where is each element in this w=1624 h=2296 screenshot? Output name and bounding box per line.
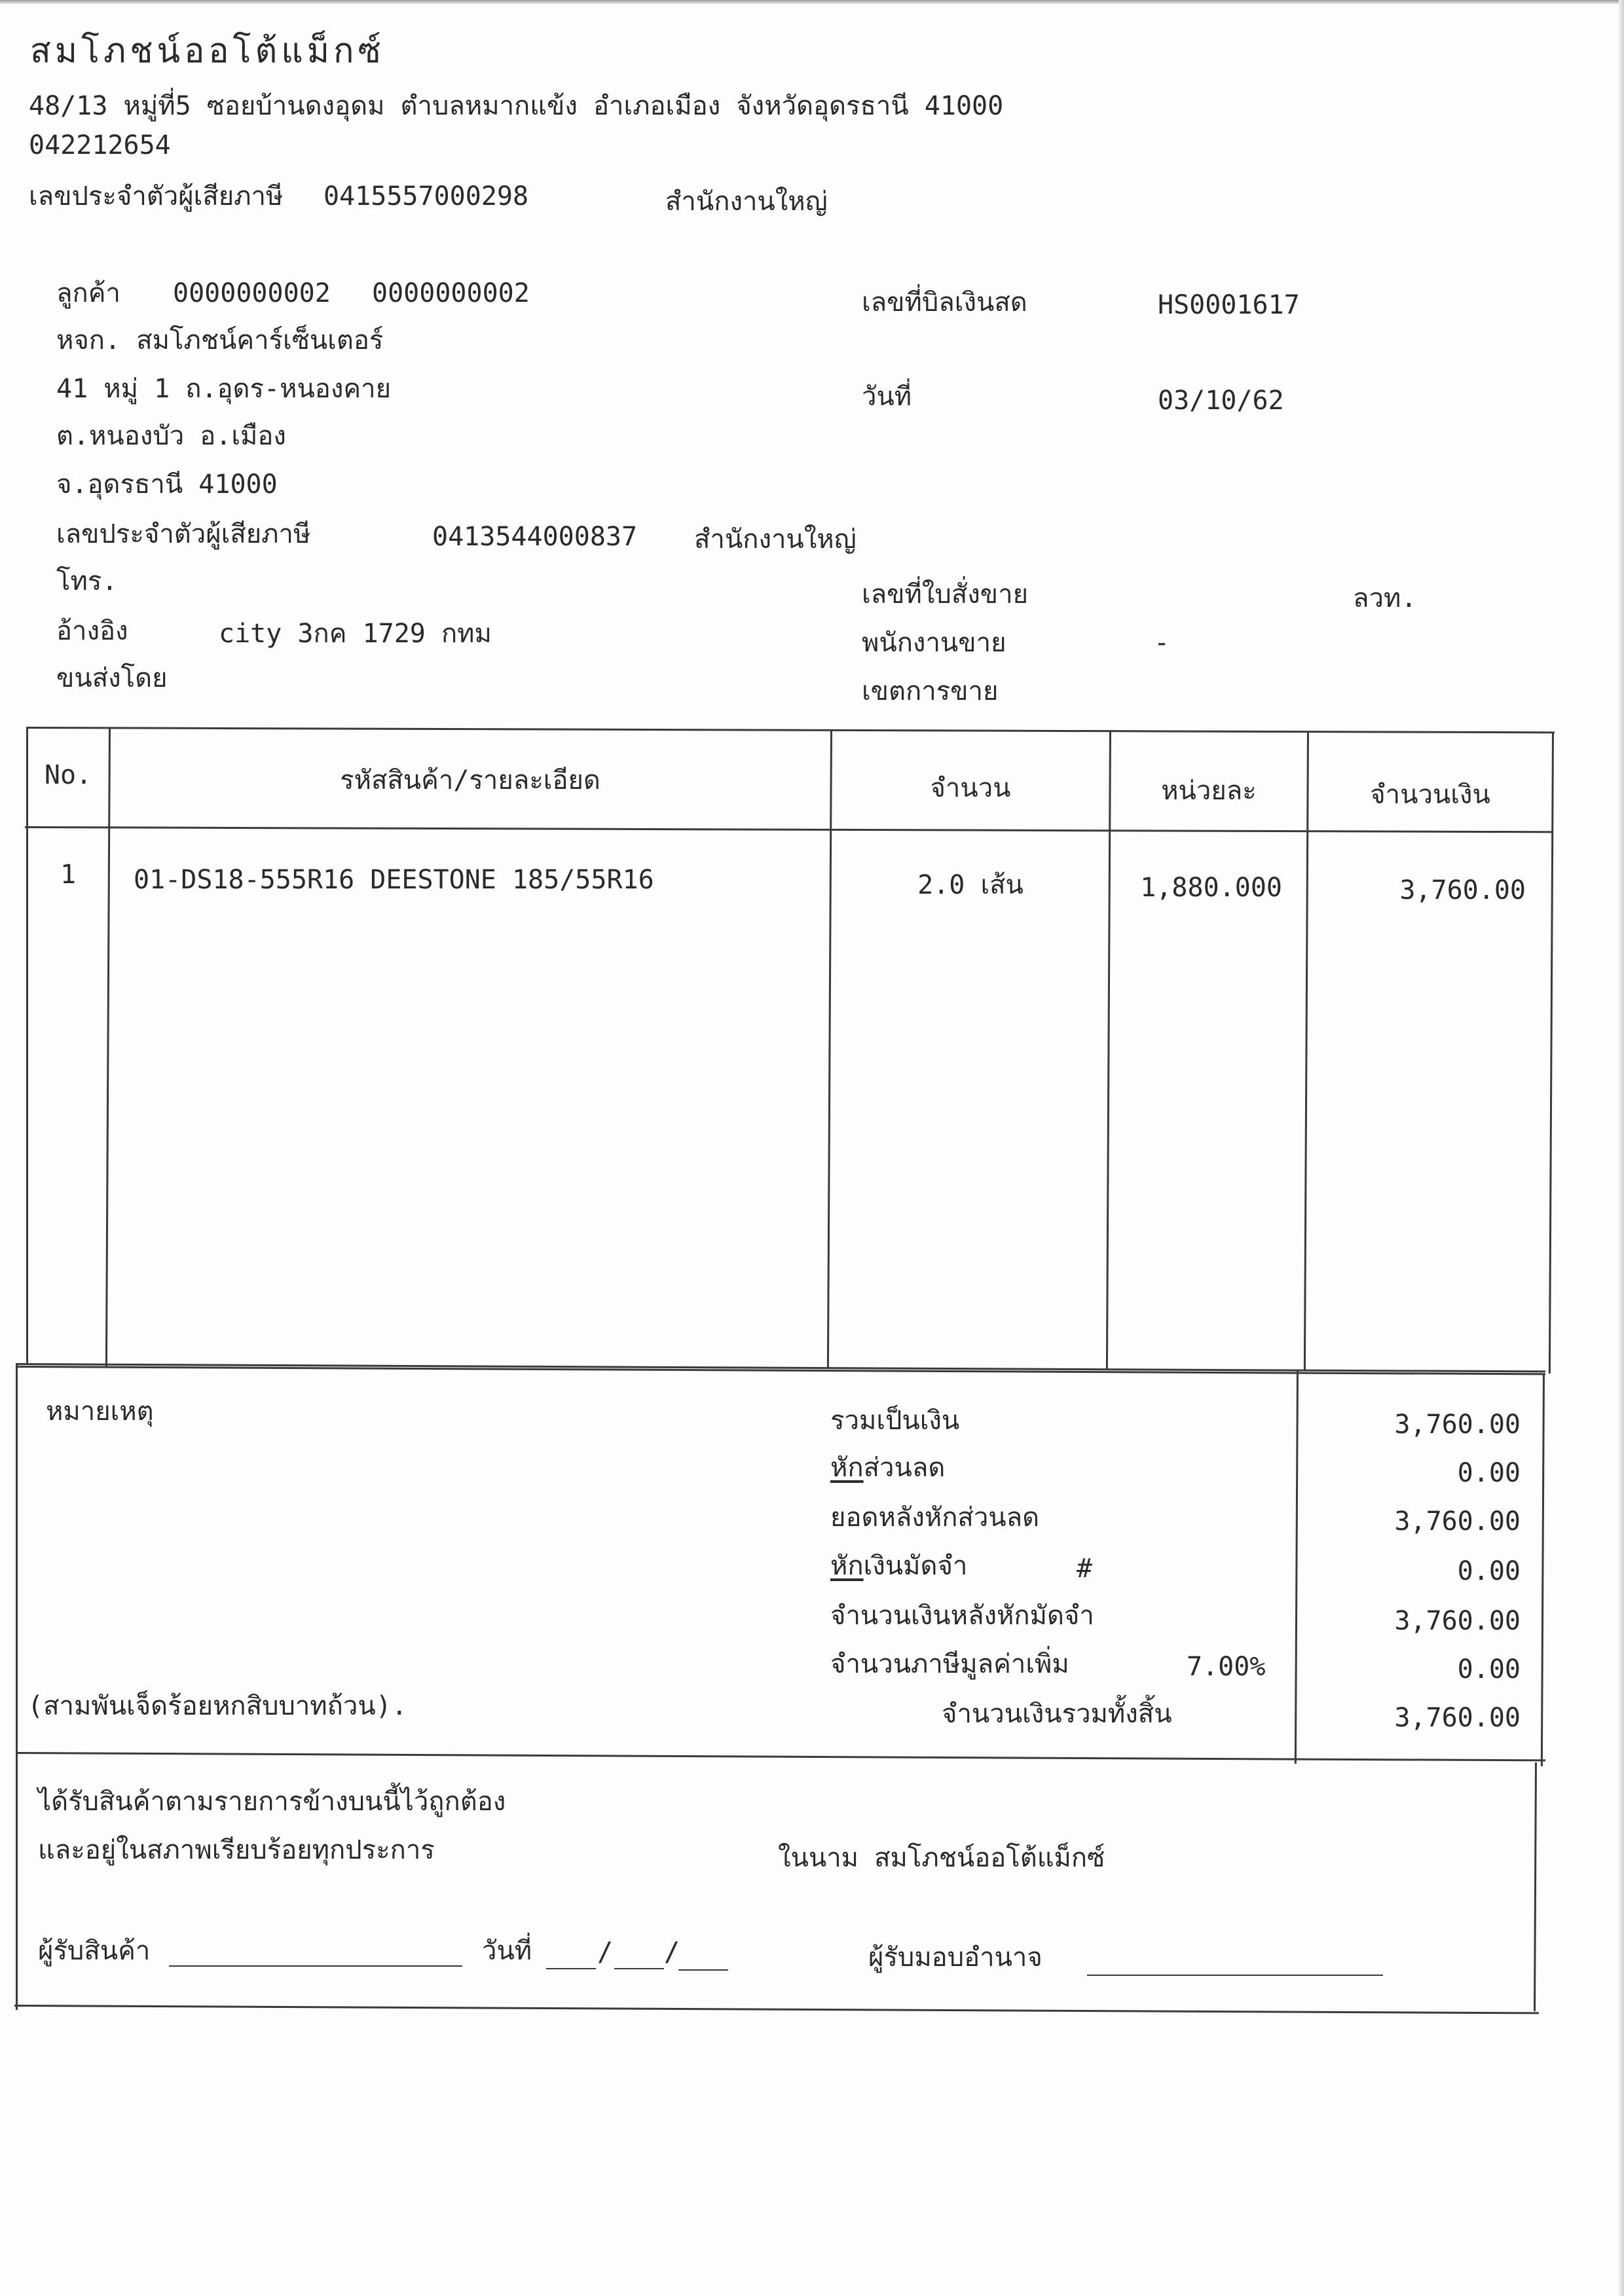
bill-number-label: เลขที่บิลเงินสด [862,287,1027,318]
customer-reference-label: อ้างอิง [56,616,128,646]
company-phone: 042212654 [29,130,171,160]
receive-date-label: วันที่ [482,1936,532,1966]
discount-label-underlined: หัก [830,1453,864,1483]
discount-label-rest: ส่วนลด [863,1453,946,1483]
receive-date-month-line [614,1968,664,1969]
summary-right-border [1541,1374,1545,1766]
deposit-label [830,1550,967,1582]
table-col-divider-1 [105,728,111,1367]
after-discount-label: ยอดหลังหักส่วนลด [830,1503,1040,1533]
discount-label [830,1452,945,1484]
table-header-divider [25,826,1553,833]
customer-name: หจก. สมโภชน์คาร์เซ็นเตอร์ [56,325,384,355]
customer-label: ลูกค้า [56,278,120,308]
scan-right-edge [1619,0,1624,2296]
discount-value: 0.00 [1457,1458,1521,1488]
row-no: 1 [60,860,77,890]
vat-label: จำนวนภาษีมูลค่าเพิ่ม [830,1649,1069,1679]
salesperson-label: พนักงานขาย [862,628,1006,658]
header-amount: จำนวนเงิน [1370,780,1490,810]
header-no: No. [44,760,92,790]
company-tax-id: 0415557000298 [323,181,529,211]
deposit-hash: # [1077,1554,1093,1584]
subtotal-label: รวมเป็นเงิน [830,1406,960,1436]
customer-code-2: 0000000002 [372,278,530,308]
customer-phone-label: โทร. [56,566,118,596]
lower-left-border [16,1364,18,2010]
receiver-label: ผู้รับสินค้า [38,1936,151,1966]
deposit-value: 0.00 [1457,1556,1521,1586]
summary-divider [1295,1371,1299,1764]
company-name: สมโภชน์ออโต้แม็กซ์ [30,31,385,71]
row-amount: 3,760.00 [1399,875,1526,905]
amount-in-words: (สามพันเจ็ดร้อยหกสิบบาทถ้วน). [28,1691,407,1721]
company-address: 48/13 หมู่ที่5 ซอยบ้านดงอุดม ตำบลหมากแข้ง อำเภอเมือง จังหวัดอุดรธานี 41000 [29,91,1004,121]
footer-right-border [1534,1762,1537,2011]
receive-date-slash-2: / [664,1937,680,1967]
vat-rate: 7.00% [1187,1652,1266,1682]
sales-order-label: เลขที่ใบสั่งขาย [862,579,1029,610]
company-tax-id-label: เลขประจำตัวผู้เสียภาษี [29,181,284,211]
footer-bottom-border [14,2005,1539,2014]
bill-date: 03/10/62 [1158,386,1284,416]
scan-top-edge [0,0,1624,4]
total-label: จำนวนเงินรวมทั้งสิ้น [942,1699,1172,1729]
customer-reference: city 3กค 1729 กทม [219,619,492,649]
header-description: รหัสสินค้า/รายละเอียด [340,765,600,795]
vat-value: 0.00 [1457,1654,1521,1685]
after-discount-value: 3,760.00 [1394,1506,1521,1537]
on-behalf-of: ในนาม สมโภชน์ออโต้แม็กซ์ [778,1843,1105,1873]
customer-address-3: จ.อุดรธานี 41000 [56,469,278,500]
row-unit-price: 1,880.000 [1140,873,1282,903]
customer-tax-id: 0413544000837 [432,522,638,552]
bill-date-label: วันที่ [862,382,912,412]
customer-tax-id-label: เลขประจำตัวผู้เสียภาษี [56,519,311,549]
total-value: 3,760.00 [1394,1703,1521,1733]
table-left-border [26,727,28,1364]
table-col-divider-2 [827,729,832,1368]
header-qty: จำนวน [930,773,1011,803]
authorized-signature-line [1087,1975,1383,1976]
authorized-label: ผู้รับมอบอำนาจ [868,1942,1043,1973]
table-top-border [26,727,1555,733]
sales-area-label: เขตการขาย [862,676,999,706]
after-deposit-label: จำนวนเงินหลังหักมัดจำ [830,1601,1094,1631]
table-col-divider-4 [1304,732,1309,1371]
receive-date-year-line [678,1969,728,1971]
table-col-divider-3 [1106,731,1111,1370]
received-line-2: และอยู่ในสภาพเรียบร้อยทุกประการ [38,1835,435,1865]
receive-date-slash-1: / [597,1937,614,1967]
customer-branch: สำนักงานใหญ่ [694,524,857,555]
deposit-label-rest: เงินมัดจำ [863,1551,968,1581]
receive-date-day-line [546,1968,596,1969]
sales-order-value: ลวท. [1353,583,1417,613]
customer-address-1: 41 หมู่ 1 ถ.อุดร-หนองคาย [56,374,392,404]
after-deposit-value: 3,760.00 [1394,1606,1521,1636]
bill-number: HS0001617 [1158,290,1300,320]
header-unit-price: หน่วยละ [1161,776,1257,806]
customer-address-2: ต.หนองบัว อ.เมือง [56,421,286,451]
table-right-border [1549,733,1554,1374]
row-qty: 2.0 เส้น [917,870,1024,900]
row-description: 01-DS18-555R16 DEESTONE 185/55R16 [134,865,654,895]
subtotal-value: 3,760.00 [1394,1410,1521,1440]
footer-top-border [16,1752,1545,1761]
deposit-label-underlined: หัก [830,1551,864,1581]
receiver-signature-line [169,1965,462,1967]
salesperson-value: - [1154,628,1170,658]
customer-shipped-by-label: ขนส่งโดย [56,663,168,693]
customer-code-1: 0000000002 [173,278,331,308]
remark-label: หมายเหตุ [46,1396,154,1427]
company-branch: สำนักงานใหญ่ [665,187,828,217]
received-line-1: ได้รับสินค้าตามรายการข้างบนนี้ไว้ถูกต้อง [38,1787,506,1817]
